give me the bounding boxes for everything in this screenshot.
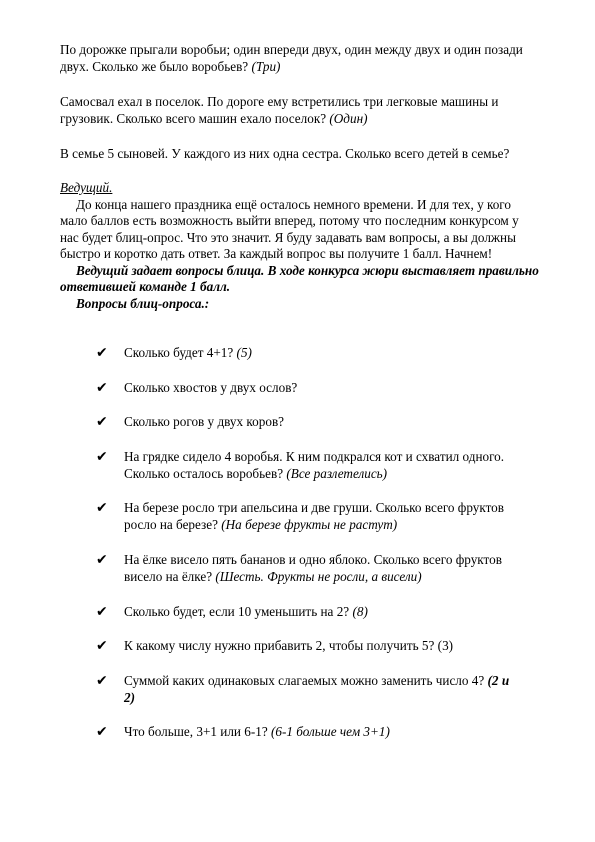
checkmark-icon: ✔ [96,414,108,430]
list-item [96,724,520,741]
checkmark-icon: ✔ [96,500,108,516]
list-item [96,500,520,533]
checkmark-icon: ✔ [96,638,108,654]
questions-heading: Вопросы блиц-опроса.: [76,295,210,311]
host-note: Ведущий задает вопросы блица. В ходе конкурса жюри выставляет правильно ответившей команде 1 балл. [60,262,539,294]
question-text: Сколько будет 4+1? [124,345,234,360]
list-item [96,380,520,397]
riddle-paragraph-3 [60,146,540,163]
riddle-paragraph-2 [60,94,540,127]
riddle-1-answer: (Три) [251,58,281,74]
checkmark-icon: ✔ [96,673,108,689]
question-answer: (На березе фрукты не растут) [221,516,398,532]
list-item [96,414,520,431]
checkmark-icon: ✔ [96,380,108,396]
riddle-2-text: Самосвал ехал в поселок. По дороге ему встретились три легковые машины и грузовик. Сколько всего машин ехало поселок? [60,94,499,126]
riddle-3-text: В семье 5 сыновей. У каждого из них одна сестра. Сколько всего детей в семье? [60,146,510,161]
question-text: Сколько будет, если 10 уменьшить на 2? [124,604,350,619]
list-item [96,449,520,482]
host-section [60,180,540,312]
riddle-1-text: По дорожке прыгали воробьи; один впереди двух, один между двух и один позади двух. Сколько же было воробьев? [60,42,523,74]
question-text: На грядке сидело 4 воробья. К ним подкрался кот и схватил одного. Сколько осталось воробьев? [124,449,505,481]
list-item [96,552,520,585]
question-text: Суммой каких одинаковых слагаемых можно заменить число 4? [124,673,485,688]
host-speech: До конца нашего праздника ещё осталось немного времени. И для тех, у кого мало баллов есть возможность выйти вперед, потому что последним конкурсом у нас будет блиц-опрос. Что это значит. Я буду задавать вам вопросы, а вы должны быстро и коротко дать ответ. За каждый вопрос вы получите 1 балл. Начнем! [60,196,519,261]
riddle-paragraph-1 [60,42,540,75]
checkmark-icon: ✔ [96,604,108,620]
checkmark-icon: ✔ [96,345,108,361]
list-item [96,604,520,621]
question-answer: (Все разлетелись) [286,465,388,481]
question-answer: (5) [236,345,252,360]
question-text: Сколько хвостов у двух ослов? [124,380,298,395]
question-text: На ёлке висело пять бананов и одно яблоко. Сколько всего фруктов висело на ёлке? [124,552,502,584]
question-text: К какому числу нужно прибавить 2, чтобы получить 5? (3) [124,638,454,653]
question-answer: (Шесть. Фрукты не росли, а висели) [215,568,422,584]
question-text: Что больше, 3+1 или 6-1? [124,724,268,739]
question-text: Сколько рогов у двух коров? [124,414,285,429]
host-label: Ведущий. [60,180,113,195]
list-item [96,638,520,655]
question-answer: (8) [352,604,368,619]
checkmark-icon: ✔ [96,449,108,465]
question-text: На березе росло три апельсина и две груши. Сколько всего фруктов росло на березе? [124,500,505,532]
question-answer: (6-1 больше чем 3+1) [271,724,390,739]
question-answer: (2 и 2) [124,673,510,705]
checkmark-icon: ✔ [96,552,108,568]
list-item [96,345,520,362]
riddle-2-answer: (Один) [329,110,368,126]
checkmark-icon: ✔ [96,724,108,740]
list-item [96,673,520,706]
